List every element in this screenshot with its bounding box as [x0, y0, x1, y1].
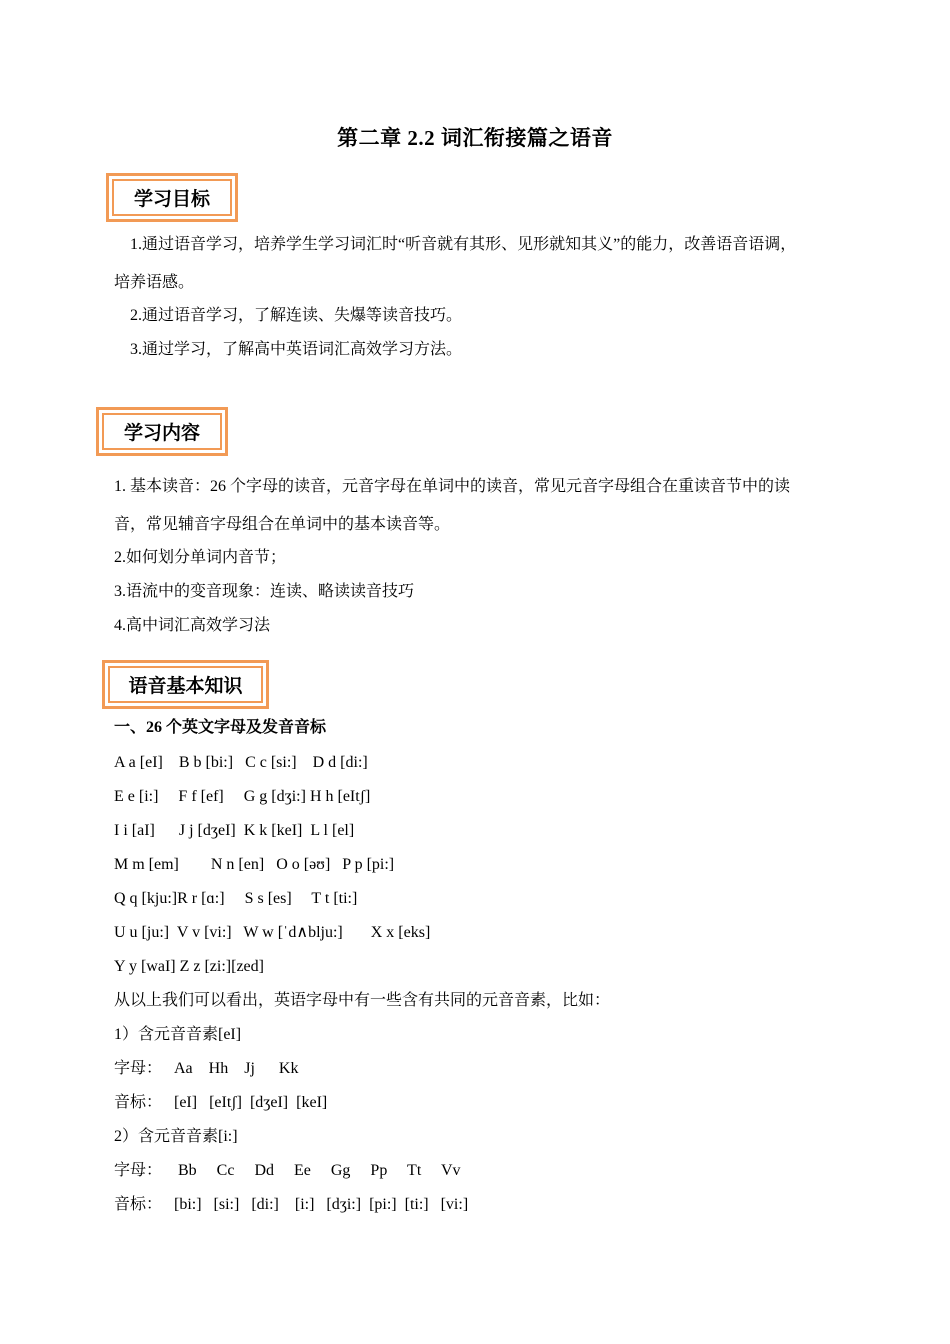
- alphabet-row: Q q [kju:]R r [ɑ:] S s [es] T t [ti:]: [114, 890, 358, 907]
- vowel-intro: 从以上我们可以看出，英语字母中有一些含有共同的元音音素，比如：: [114, 992, 611, 1009]
- goal-2: 2.通过语音学习，了解连读、失爆等读音技巧。: [130, 307, 463, 324]
- goal-3: 3.通过学习，了解高中英语词汇高效学习方法。: [130, 341, 463, 358]
- group-2-letters: 字母： Bb Cc Dd Ee Gg Pp Tt Vv: [114, 1162, 461, 1179]
- alphabet-row: E e [i:] F f [ef] G g [dʒi:] H h [eItʃ]: [114, 788, 371, 805]
- section-label-goals-text: 学习目标: [112, 179, 232, 216]
- group-2-ipa: 音标： [bi:] [si:] [di:] [i:] [dʒi:] [pi:] [ti:] [vi:]: [114, 1196, 469, 1213]
- alphabet-row: A a [eI] B b [bi:] C c [si:] D d [di:]: [114, 754, 368, 771]
- section-label-goals: [106, 173, 238, 222]
- group-1-title: 1）含元音音素[eI]: [114, 1026, 242, 1043]
- section-label-basics: [102, 660, 269, 709]
- content-1-line-1: 1. 基本读音：26 个字母的读音，元音字母在单词中的读音，常见元音字母组合在重读音节中的读: [114, 478, 791, 495]
- content-2: 2.如何划分单词内音节；: [114, 549, 287, 566]
- goal-1-line-2: 培养语感。: [114, 274, 195, 291]
- section-label-basics-text: 语音基本知识: [108, 666, 263, 703]
- alphabet-row: M m [em] N n [en] O o [əʊ] P p [pi:]: [114, 856, 395, 873]
- page-title: 第二章 2.2 词汇衔接篇之语音: [337, 126, 613, 150]
- alphabet-row: U u [ju:] V v [vi:] W w [ˈd∧blju:] X x [eks]: [114, 924, 431, 941]
- section-label-content-text: 学习内容: [102, 413, 222, 450]
- content-1-line-2: 音，常见辅音字母组合在单词中的基本读音等。: [114, 516, 451, 533]
- group-1-ipa: 音标： [eI] [eItʃ] [dʒeI] [keI]: [114, 1094, 328, 1111]
- content-4: 4.高中词汇高效学习法: [114, 617, 271, 634]
- group-1-letters: 字母： Aa Hh Jj Kk: [114, 1060, 299, 1077]
- section-label-content: [96, 407, 228, 456]
- goal-1-line-1: 1.通过语音学习，培养学生学习词汇时“听音就有其形、见形就知其义”的能力，改善语音语调，: [130, 236, 797, 253]
- alphabet-heading: 一、26 个英文字母及发音音标: [114, 719, 327, 736]
- content-3: 3.语流中的变音现象：连读、略读读音技巧: [114, 583, 415, 600]
- alphabet-row: Y y [waI] Z z [zi:][zed]: [114, 958, 264, 975]
- group-2-title: 2）含元音音素[i:]: [114, 1128, 238, 1145]
- alphabet-row: I i [aI] J j [dʒeI] K k [keI] L l [el]: [114, 822, 355, 839]
